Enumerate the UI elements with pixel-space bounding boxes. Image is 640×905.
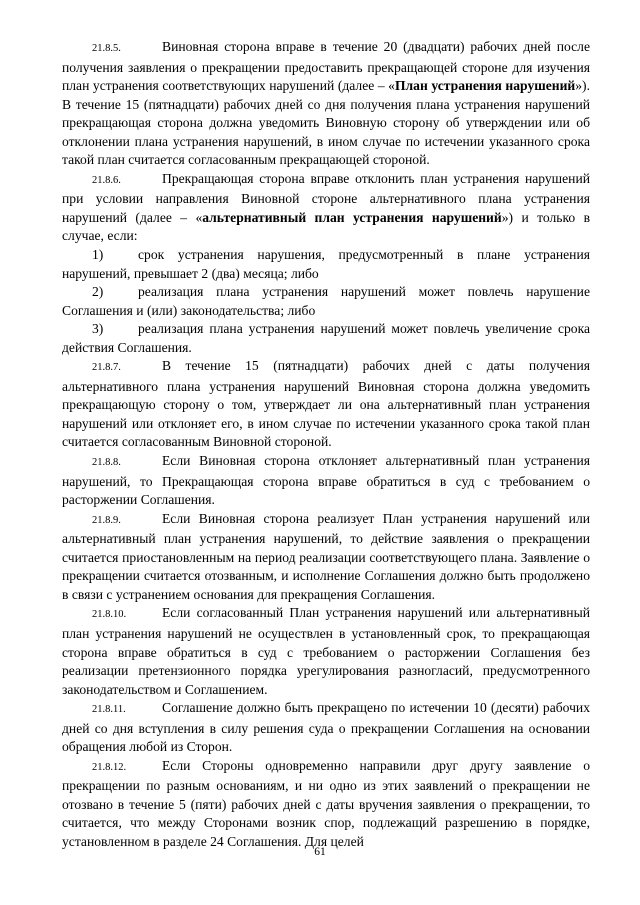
paragraph-21-8-11 bbox=[62, 699, 590, 757]
paragraph-21-8-10 bbox=[62, 604, 590, 699]
paragraph-21-8-12 bbox=[62, 757, 590, 852]
list-item-text: срок устранения нарушения, предусмотренный в плане устранения нарушений, превышает 2 (два) месяца; либо bbox=[62, 247, 590, 281]
defined-term: альтернативный план устранения нарушений bbox=[202, 209, 502, 225]
list-item-number: 3) bbox=[92, 321, 104, 337]
paragraph-text: Прекращающая сторона вправе отклонить план устранения нарушений при условии направления Виновной стороне альтернативного плана устранения нарушений (далее – « bbox=[62, 170, 590, 225]
paragraph-21-8-5 bbox=[62, 38, 590, 170]
paragraph-number: 21.8.11. bbox=[92, 704, 126, 716]
paragraph-21-8-8 bbox=[62, 452, 590, 510]
paragraph-number: 21.8.12. bbox=[92, 761, 127, 773]
paragraph-text: Если Виновная сторона отклоняет альтернативный план устранения нарушений, то Прекращающая сторона вправе обратиться в суд с требованием о расторжении Соглашения. bbox=[62, 453, 590, 508]
paragraph-text: ») и только в случае, если: bbox=[62, 209, 590, 244]
list-item-number: 1) bbox=[92, 247, 104, 263]
list-item-number: 2) bbox=[92, 284, 104, 300]
paragraph-number: 21.8.8. bbox=[92, 457, 121, 469]
paragraph-number: 21.8.5. bbox=[92, 43, 121, 54]
list-item-text: реализация плана устранения нарушений может повлечь нарушение Соглашения и (или) законодательства; либо bbox=[62, 284, 590, 318]
document-body bbox=[62, 38, 590, 852]
paragraph-number: 21.8.9. bbox=[92, 514, 121, 526]
paragraph-21-8-7 bbox=[62, 357, 590, 452]
page-number: 61 bbox=[314, 846, 326, 858]
list-item bbox=[62, 246, 590, 283]
paragraph-number: 21.8.10. bbox=[92, 609, 127, 621]
paragraph-number: 21.8.6. bbox=[92, 174, 121, 186]
paragraph-text: В течение 15 (пятнадцати) рабочих дней с даты получения альтернативного плана устранения нарушений Виновная сторона должна уведомить прекращающую сторону о том, утверждает ли она альтернативный план устранения нарушений или отклоняет его, в ином случае по истечении указанного срока такой план считается согласованным Виновной стороной. bbox=[62, 358, 590, 450]
paragraph-21-8-9 bbox=[62, 510, 590, 605]
paragraph-text: Виновная сторона вправе в течение 20 (двадцати) рабочих дней после получения заявления о прекращении предоставить прекращающей стороне для изучения план устранения соответствующих нарушений (далее – « bbox=[62, 39, 590, 94]
list-item-text: реализация плана устранения нарушений может повлечь увеличение срока действия Соглашения. bbox=[62, 321, 590, 355]
paragraph-text: »). В течение 15 (пятнадцати) рабочих дней со дня получения плана устранения нарушений прекращающая сторона должна уведомить Виновную сторону об утверждении или об отклонении плана устранения нарушений, в ином случае по истечении указанного срока такой план считается согласованным прекращающей стороной. bbox=[62, 78, 590, 168]
list-item bbox=[62, 283, 590, 320]
paragraph-number: 21.8.7. bbox=[92, 362, 121, 374]
paragraph-text: Если Виновная сторона реализует План устранения нарушений или альтернативный план устранения нарушений, то действие заявления о прекращении считается приостановленным на период реализации соответствующего плана. Заявление о прекращении считается отозванным, и исполнение Соглашения должно быть продолжено в связи с устранением основания для прекращения Соглашения. bbox=[62, 510, 590, 602]
paragraph-text: Соглашение должно быть прекращено по истечении 10 (десяти) рабочих дней со дня вступления в силу решения суда о прекращении Соглашения на основании обращения любой из Сторон. bbox=[62, 700, 590, 755]
list-item bbox=[62, 320, 590, 357]
paragraph-text: Если согласованный План устранения нарушений или альтернативный план устранения нарушений не осуществлен в установленный срок, то прекращающая сторона вправе обратиться в суд с требованием о расторжении Соглашения без реализации претензионного порядка урегулирования разногласий, предусмотренного законодательством и Соглашением. bbox=[62, 605, 590, 697]
paragraph-21-8-6 bbox=[62, 170, 590, 246]
paragraph-text: Если Стороны одновременно направили друг другу заявление о прекращении по разным основаниям, и ни одно из этих заявлений о прекращении не отозвано в течение 5 (пяти) рабочих дней с даты вручения заявления о прекращении, то считается, что между Сторонами возник спор, подлежащий разрешению в порядке, установленном в разделе 24 Соглашения. Для целей bbox=[62, 757, 590, 849]
defined-term: План устранения нарушений bbox=[394, 78, 576, 94]
